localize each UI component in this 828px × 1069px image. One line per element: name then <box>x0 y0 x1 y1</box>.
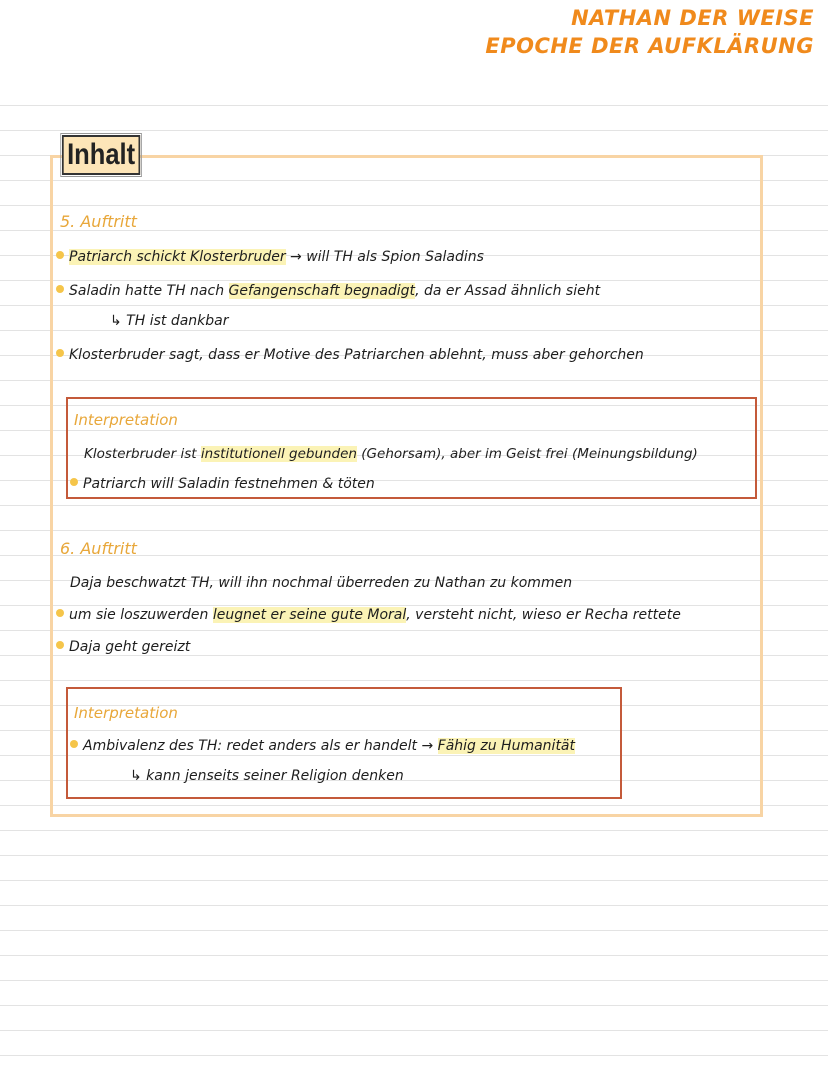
scene5-line-3: ↳ TH ist dankbar <box>110 313 229 329</box>
scene5-line-4: Klosterbruder sagt, dass er Motive des Patriarchen ablehnt, muss aber gehorchen <box>56 347 644 363</box>
bullet-icon <box>56 285 64 293</box>
scene6-line-2: um sie loszuwerden leugnet er seine gute Moral, versteht nicht, wieso er Recha rettete <box>56 607 681 623</box>
document-header <box>485 4 814 60</box>
scene5-interpretation-line-2: Patriarch will Saladin festnehmen & töten <box>70 476 375 492</box>
scene6-line-3: Daja geht gereizt <box>56 639 190 655</box>
bullet-icon <box>56 349 64 357</box>
scene5-interpretation-line-1: Klosterbruder ist institutionell gebunden (Gehorsam), aber im Geist frei (Meinungsbildung) <box>84 446 698 462</box>
scene5-interpretation-title: Interpretation <box>74 411 178 429</box>
scene5-line-1: Patriarch schickt Klosterbruder → will TH als Spion Saladins <box>56 249 484 265</box>
bullet-icon <box>70 478 78 486</box>
header-subtitle: EPOCHE DER AUFKLÄRUNG <box>485 34 814 58</box>
scene6-interpretation-line-2: ↳ kann jenseits seiner Religion denken <box>130 768 404 784</box>
scene6-title: 6. Auftritt <box>60 539 137 558</box>
bullet-icon <box>56 641 64 649</box>
bullet-icon <box>56 609 64 617</box>
bullet-icon <box>56 251 64 259</box>
scene6-interpretation-line-1: Ambivalenz des TH: redet anders als er handelt → Fähig zu Humanität <box>70 738 575 754</box>
scene6-line-1: Daja beschwatzt TH, will ihn nochmal überreden zu Nathan zu kommen <box>70 575 573 591</box>
scene6-interpretation-title: Interpretation <box>74 704 178 722</box>
scene5-title: 5. Auftritt <box>60 212 137 231</box>
section-title: Inhalt <box>62 135 140 175</box>
header-title: NATHAN DER WEISE <box>571 6 814 30</box>
bullet-icon <box>70 740 78 748</box>
scene5-line-2: Saladin hatte TH nach Gefangenschaft begnadigt, da er Assad ähnlich sieht <box>56 283 600 299</box>
